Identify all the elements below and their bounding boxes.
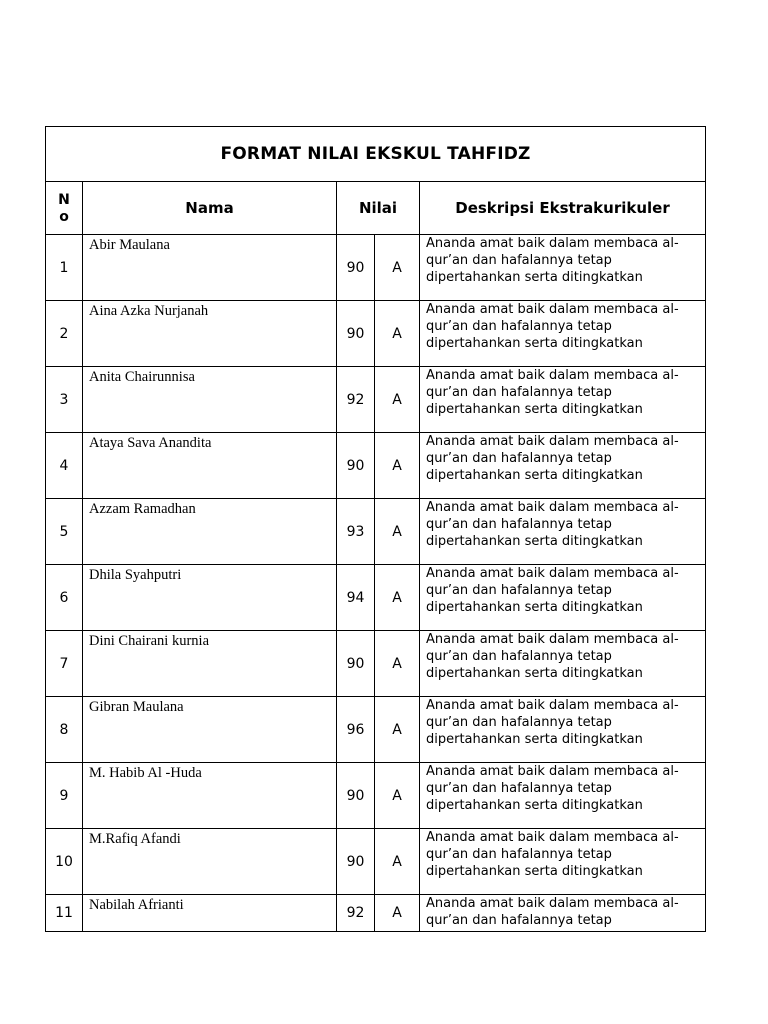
student-name: Dhila Syahputri [83, 565, 337, 631]
table-title: FORMAT NILAI EKSKUL TAHFIDZ [46, 127, 706, 182]
column-header-name: Nama [83, 182, 337, 235]
table-row [46, 433, 706, 499]
description-text: Ananda amat baik dalam membaca al-qur’an dan hafalannya tetap dipertahankan serta ditingkatkan [420, 235, 706, 301]
student-name: Gibran Maulana [83, 697, 337, 763]
table-row [46, 763, 706, 829]
column-header-description: Deskripsi Ekstrakurikuler [420, 182, 706, 235]
student-name: Aina Azka Nurjanah [83, 301, 337, 367]
table-row [46, 895, 706, 932]
header-row [46, 182, 706, 235]
column-header-score: Nilai [337, 182, 420, 235]
predicate-grade: A [375, 565, 420, 631]
table-row [46, 565, 706, 631]
description-text: Ananda amat baik dalam membaca al-qur’an dan hafalannya tetap dipertahankan serta ditingkatkan [420, 631, 706, 697]
score-value: 90 [337, 433, 375, 499]
row-number: 9 [46, 763, 83, 829]
student-name: M.Rafiq Afandi [83, 829, 337, 895]
student-name: Nabilah Afrianti [83, 895, 337, 932]
predicate-grade: A [375, 829, 420, 895]
table-row [46, 631, 706, 697]
title-row [46, 127, 706, 182]
description-text: Ananda amat baik dalam membaca al-qur’an dan hafalannya tetap dipertahankan serta ditingkatkan [420, 763, 706, 829]
table-row [46, 301, 706, 367]
table-row [46, 235, 706, 301]
row-number: 8 [46, 697, 83, 763]
table-row [46, 367, 706, 433]
predicate-grade: A [375, 697, 420, 763]
row-number: 6 [46, 565, 83, 631]
description-text: Ananda amat baik dalam membaca al-qur’an dan hafalannya tetap dipertahankan serta ditingkatkan [420, 565, 706, 631]
predicate-grade: A [375, 235, 420, 301]
row-number: 10 [46, 829, 83, 895]
table-row [46, 829, 706, 895]
student-name: Ataya Sava Anandita [83, 433, 337, 499]
description-text: Ananda amat baik dalam membaca al-qur’an dan hafalannya tetap dipertahankan serta ditingkatkan [420, 367, 706, 433]
description-text: Ananda amat baik dalam membaca al-qur’an dan hafalannya tetap dipertahankan serta ditingkatkan [420, 499, 706, 565]
grade-table [45, 126, 706, 932]
predicate-grade: A [375, 433, 420, 499]
row-number: 2 [46, 301, 83, 367]
predicate-grade: A [375, 763, 420, 829]
table-row [46, 697, 706, 763]
score-value: 94 [337, 565, 375, 631]
student-name: Anita Chairunnisa [83, 367, 337, 433]
row-number: 7 [46, 631, 83, 697]
score-value: 93 [337, 499, 375, 565]
score-value: 90 [337, 631, 375, 697]
column-header-no [46, 182, 83, 235]
predicate-grade: A [375, 895, 420, 932]
predicate-grade: A [375, 301, 420, 367]
predicate-grade: A [375, 499, 420, 565]
score-value: 92 [337, 367, 375, 433]
score-value: 90 [337, 301, 375, 367]
column-header-no-text: N o [58, 192, 70, 225]
table-row [46, 499, 706, 565]
score-value: 90 [337, 235, 375, 301]
description-text: Ananda amat baik dalam membaca al-qur’an dan hafalannya tetap dipertahankan serta ditingkatkan [420, 433, 706, 499]
row-number: 1 [46, 235, 83, 301]
description-text: Ananda amat baik dalam membaca al-qur’an dan hafalannya tetap dipertahankan serta ditingkatkan [420, 301, 706, 367]
score-value: 90 [337, 829, 375, 895]
score-value: 96 [337, 697, 375, 763]
row-number: 4 [46, 433, 83, 499]
student-name: M. Habib Al -Huda [83, 763, 337, 829]
description-text: Ananda amat baik dalam membaca al-qur’an dan hafalannya tetap dipertahankan serta ditingkatkan [420, 829, 706, 895]
score-value: 92 [337, 895, 375, 932]
predicate-grade: A [375, 631, 420, 697]
row-number: 11 [46, 895, 83, 932]
student-name: Abir Maulana [83, 235, 337, 301]
description-text: Ananda amat baik dalam membaca al-qur’an dan hafalannya tetap [420, 895, 706, 932]
row-number: 5 [46, 499, 83, 565]
score-value: 90 [337, 763, 375, 829]
predicate-grade: A [375, 367, 420, 433]
student-name: Azzam Ramadhan [83, 499, 337, 565]
row-number: 3 [46, 367, 83, 433]
student-name: Dini Chairani kurnia [83, 631, 337, 697]
description-text: Ananda amat baik dalam membaca al-qur’an dan hafalannya tetap dipertahankan serta ditingkatkan [420, 697, 706, 763]
